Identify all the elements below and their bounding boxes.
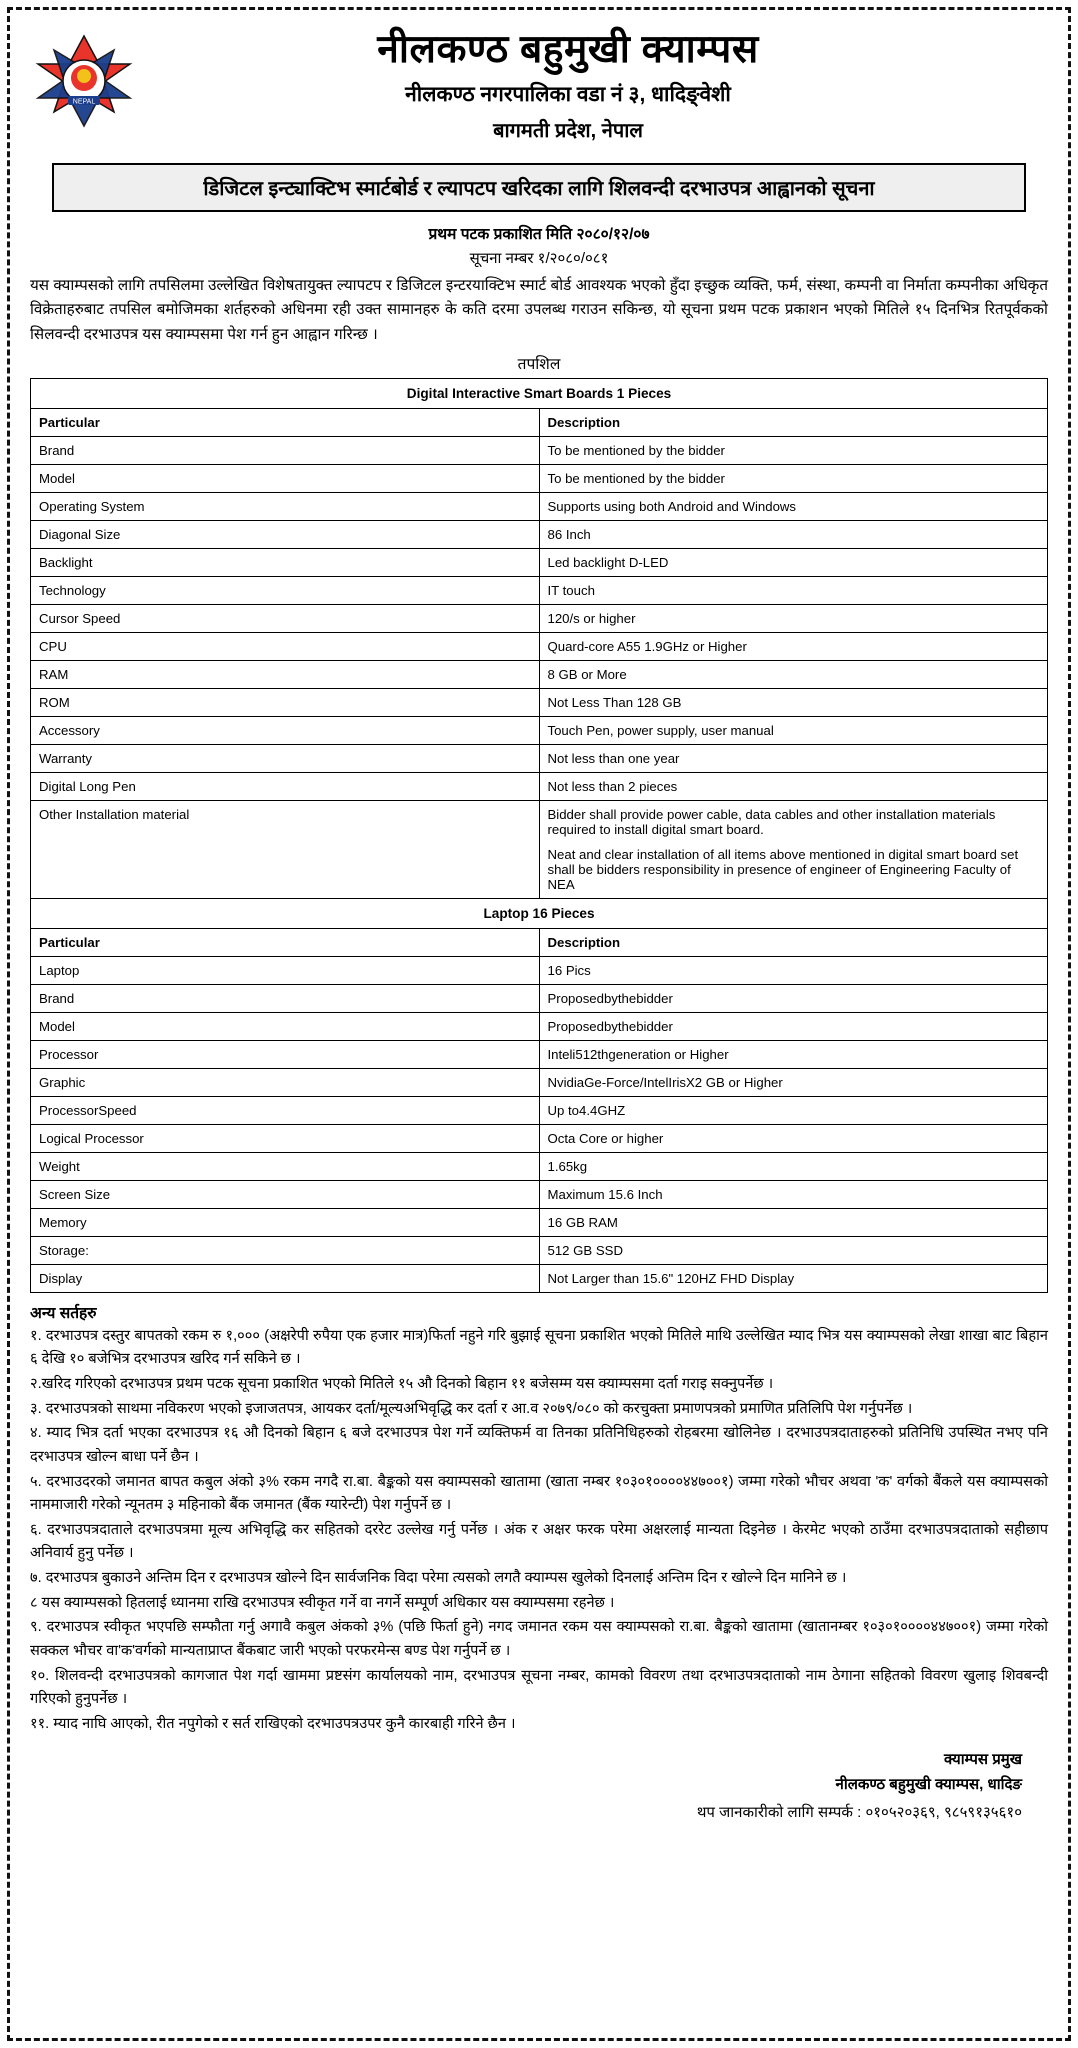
- row-key: Memory: [31, 1208, 540, 1236]
- row-key: Display: [31, 1264, 540, 1292]
- condition-item: ४. म्याद भित्र दर्ता भएका दरभाउपत्र १६ औ दिनको बिहान ६ बजे दरभाउपत्र पेश गर्ने व्यक्तिफर्म वा तिनका प्रतिनिधिहरुको रोहबरमा खोलिनेछ । दरभाउपत्रदाताहरुको प्रतिनिधि उपस्थित नभए पनि दरभाउपत्र खोल्न बाधा पर्ने छैन ।: [30, 1425, 1048, 1465]
- installation-note-1: Bidder shall provide power cable, data cables and other installation materials required to install digital smart board.: [547, 806, 996, 837]
- row-value: Up to4.4GHZ: [539, 1096, 1048, 1124]
- document-header: [30, 24, 1048, 143]
- organization-province: बागमती प्रदेश, नेपाल: [493, 119, 643, 142]
- table-row: [31, 1124, 1048, 1152]
- publication-date: प्रथम पटक प्रकाशित मिति २०८०/१२/०७: [428, 225, 650, 243]
- document-body: [12, 14, 1066, 1831]
- table-row: [31, 436, 1048, 464]
- row-key: CPU: [31, 632, 540, 660]
- row-key: Technology: [31, 576, 540, 604]
- row-key: Brand: [31, 984, 540, 1012]
- condition-item: १. दरभाउपत्र दस्तुर बापतको रकम रु १,००० (अक्षरेपी रुपैया एक हजार मात्र)फिर्ता नहुने गरि बुझाई सूचना प्रकाशित भएको मितिले माथि उल्लेखित म्याद भित्र यस क्याम्पसको लेखा शाखा बाट बिहान ६ देखि १० बजेभित्र दरभाउपत्र खरिद गर्न सकिने छ ।: [30, 1327, 1048, 1368]
- row-key: Operating System: [31, 492, 540, 520]
- conditions-list: [30, 1325, 1048, 1737]
- row-value: Supports using both Android and Windows: [539, 492, 1048, 520]
- table-row-other-installation: [31, 800, 1048, 898]
- row-key: Warranty: [31, 744, 540, 772]
- table-row: [31, 464, 1048, 492]
- document-footer: [30, 1747, 1048, 1826]
- row-value: Not Less Than 128 GB: [539, 688, 1048, 716]
- condition-item: ३. दरभाउपत्रको साथमा नविकरण भएको इजाजतपत्र, आयकर दर्ता/मूल्यअभिवृद्धि कर दर्ता र आ.व २०७९/०८० को करचुक्ता प्रमाणपत्रको प्रमाणित प्रतिलिपि पेश गर्नुपर्नेछ ।: [30, 1400, 913, 1417]
- row-value: 1.65kg: [539, 1152, 1048, 1180]
- table-row: [31, 1208, 1048, 1236]
- row-key: Storage:: [31, 1236, 540, 1264]
- row-key: Processor: [31, 1040, 540, 1068]
- condition-item: ६. दरभाउपत्रदाताले दरभाउपत्रमा मूल्य अभिवृद्धि कर सहितको दररेट उल्लेख गर्नु पर्नेछ । अंक र अक्षर फरक परेमा अक्षरलाई मान्यता दिइनेछ । केरमेट भएको ठाउँमा दरभाउपत्रदाताको सहीछाप अनिवार्य हुनु पर्नेछ ।: [30, 1521, 1048, 1562]
- organization-address: नीलकण्ठ नगरपालिका वडा नं ३, धादिङ्वेशी: [405, 82, 731, 106]
- table-row: [31, 1264, 1048, 1292]
- table-row: [31, 716, 1048, 744]
- logo-text: NEPAL: [72, 98, 96, 106]
- row-value: Touch Pen, power supply, user manual: [539, 716, 1048, 744]
- row-value: NvidiaGe-Force/IntelIrisX2 GB or Higher: [539, 1068, 1048, 1096]
- table-row: [31, 660, 1048, 688]
- section-title-laptop: Laptop 16 Pieces: [31, 898, 1048, 928]
- table-row: [31, 604, 1048, 632]
- row-key: Model: [31, 464, 540, 492]
- row-key: Brand: [31, 436, 540, 464]
- column-header-description-1: Description: [539, 408, 1048, 436]
- conditions-title: अन्य सर्तहरु: [30, 1304, 97, 1322]
- row-value: To be mentioned by the bidder: [539, 464, 1048, 492]
- row-key: Cursor Speed: [31, 604, 540, 632]
- row-key: Backlight: [31, 548, 540, 576]
- table-row: [31, 520, 1048, 548]
- table-row: [31, 772, 1048, 800]
- signatory-title: क्याम्पस प्रमुख: [944, 1750, 1022, 1768]
- table-row: [31, 1236, 1048, 1264]
- table-column-headers-1: [31, 408, 1048, 436]
- row-value: 16 Pics: [539, 956, 1048, 984]
- section-title-smartboard: Digital Interactive Smart Boards 1 Pieces: [31, 378, 1048, 408]
- condition-item: ५. दरभाउदरको जमानत बापत कबुल अंको ३% रकम नगदै रा.बा. बैङ्कको यस क्याम्पसको खातामा (खाता नम्बर १०३०१००००४४७००१) जम्मा गरेको भौचर अथवा 'क' वर्गको बैंकले यस क्याम्पसको नाममाजारी गरेको न्यूनतम ३ महिनाको बैंक जमानत (बैंक ग्यारेन्टी) पेश गर्नुपर्ने छ ।: [30, 1473, 1048, 1514]
- row-value: 86 Inch: [539, 520, 1048, 548]
- row-key: Logical Processor: [31, 1124, 540, 1152]
- row-key: Accessory: [31, 716, 540, 744]
- row-value: 8 GB or More: [539, 660, 1048, 688]
- table-row: [31, 1096, 1048, 1124]
- row-key: Digital Long Pen: [31, 772, 540, 800]
- condition-item: ९. दरभाउपत्र स्वीकृत भएपछि सम्फौता गर्नु अगावै कबुल अंकको ३% (पछि फिर्ता हुने) नगद जमानत रकम यस क्याम्पसको रा.बा. बैङ्कको खातामा (खातानम्बर १०३०१००००४४७००१) जम्मा गरेको सक्कल भौचर वा'क'वर्गको मान्यताप्राप्त बैंकबाट जारी भएको परफरमेन्स बण्ड पेश गर्नुपर्ने छ ।: [30, 1619, 1048, 1660]
- specifications-table: [30, 378, 1048, 1293]
- table-row: [31, 548, 1048, 576]
- row-value: Not Larger than 15.6" 120HZ FHD Display: [539, 1264, 1048, 1292]
- row-key: Screen Size: [31, 1180, 540, 1208]
- row-value: Not less than 2 pieces: [539, 772, 1048, 800]
- condition-item: ८ यस क्याम्पसको हितलाई ध्यानमा राखि दरभाउपत्र स्वीकृत गर्ने वा नगर्ने सम्पूर्ण अधिकार यस क्याम्पसमा रहनेछ ।: [30, 1594, 615, 1611]
- row-key: RAM: [31, 660, 540, 688]
- column-header-particular-1: Particular: [31, 408, 540, 436]
- row-key: Weight: [31, 1152, 540, 1180]
- campus-logo: [30, 30, 138, 134]
- table-row: [31, 744, 1048, 772]
- row-value: Led backlight D-LED: [539, 548, 1048, 576]
- tapasil-label: तपशिल: [517, 355, 561, 373]
- table-row: [31, 1012, 1048, 1040]
- table-section-header-smartboard: [31, 378, 1048, 408]
- row-key: Diagonal Size: [31, 520, 540, 548]
- notice-intro-paragraph: यस क्याम्पसको लागि तपसिलमा उल्लेखित विशेषतायुक्त ल्यापटप र डिजिटल इन्टरयाक्टिभ स्मार्ट बोर्ड आवश्यक भएको हुँदा इच्छुक व्यक्ति, फर्म, संस्था, कम्पनी वा निर्माता कम्पनीका अधिकृत विक्रेताहरुबाट तपसिल बमोजिमका शर्तहरुको अधिनमा रही उक्त सामानहरु के कति दरमा उपलब्ध गराउन सकिन्छ, यो सूचना प्रथम पटक प्रकाशन भएको मितिले १५ दिनभित्र रितपूर्वकको सिलवन्दी दरभाउपत्र यस क्याम्पसमा पेश गर्न हुन आह्वान गरिन्छ ।: [30, 276, 1048, 344]
- row-value: Not less than one year: [539, 744, 1048, 772]
- row-value: Octa Core or higher: [539, 1124, 1048, 1152]
- header-titles: [148, 28, 1048, 143]
- row-value: [539, 800, 1048, 898]
- row-key: Model: [31, 1012, 540, 1040]
- table-row: [31, 492, 1048, 520]
- row-key: Graphic: [31, 1068, 540, 1096]
- row-value: Inteli512thgeneration or Higher: [539, 1040, 1048, 1068]
- table-row: [31, 956, 1048, 984]
- condition-item: ७. दरभाउपत्र बुकाउने अन्तिम दिन र दरभाउपत्र खोल्ने दिन सार्वजनिक विदा परेमा त्यसको लगतै क्याम्पस खुलेको दिनलाई अन्तिम दिन र खोल्ने दिन मानिने छ ।: [30, 1570, 847, 1587]
- row-value: To be mentioned by the bidder: [539, 436, 1048, 464]
- row-value: Maximum 15.6 Inch: [539, 1180, 1048, 1208]
- notice-title-box: डिजिटल इन्ट्याक्टिभ स्मार्टबोर्ड र ल्यापटप खरिदका लागि शिलवन्दी दरभाउपत्र आह्वानको सूचना: [52, 163, 1026, 212]
- table-row: [31, 1068, 1048, 1096]
- table-row: [31, 1040, 1048, 1068]
- condition-item: ११. म्याद नाघि आएको, रीत नपुगेको र सर्त राखिएको दरभाउपत्रउपर कुनै कारबाही गरिने छैन ।: [30, 1715, 516, 1732]
- table-row: [31, 688, 1048, 716]
- table-column-headers-2: [31, 928, 1048, 956]
- table-row: [31, 1180, 1048, 1208]
- row-value: 16 GB RAM: [539, 1208, 1048, 1236]
- table-section-header-laptop: [31, 898, 1048, 928]
- column-header-description-2: Description: [539, 928, 1048, 956]
- notice-number: सूचना नम्बर १/२०८०/०८१: [469, 249, 609, 267]
- row-value: 512 GB SSD: [539, 1236, 1048, 1264]
- row-value: Proposedbythebidder: [539, 984, 1048, 1012]
- row-key: Laptop: [31, 956, 540, 984]
- row-key: ProcessorSpeed: [31, 1096, 540, 1124]
- row-value: IT touch: [539, 576, 1048, 604]
- table-row: [31, 632, 1048, 660]
- row-value: Proposedbythebidder: [539, 1012, 1048, 1040]
- row-key: Other Installation material: [31, 800, 540, 898]
- contact-info: थप जानकारीको लागि सम्पर्क : ०१०५२०३६९, ९८५९१३५६१०: [696, 1803, 1022, 1821]
- table-row: [31, 1152, 1048, 1180]
- row-key: ROM: [31, 688, 540, 716]
- organization-name: नीलकण्ठ बहुमुखी क्याम्पस: [377, 28, 759, 71]
- installation-note-2: Neat and clear installation of all items above mentioned in digital smart board set shall be bidders responsibility in presence of engineer of Engineering Faculty of NEA: [547, 846, 1019, 892]
- table-row: [31, 984, 1048, 1012]
- column-header-particular-2: Particular: [31, 928, 540, 956]
- row-value: 120/s or higher: [539, 604, 1048, 632]
- condition-item: २.खरिद गरिएको दरभाउपत्र प्रथम पटक सूचना प्रकाशित भएको मितिले १५ औ दिनको बिहान ११ बजेसम्म यस क्याम्पसमा दर्ता गराइ सक्नुपर्नेछ ।: [30, 1376, 774, 1392]
- row-value: Quard-core A55 1.9GHz or Higher: [539, 632, 1048, 660]
- condition-item: १०. शिलवन्दी दरभाउपत्रको कागजात पेश गर्दा खाममा प्रष्टसंग कार्यालयको नाम, दरभाउपत्र सूचना नम्बर, कामको विवरण तथा दरभाउपत्रदाताको नाम ठेगाना सहितको विवरण खुलाइ शिवबन्दी गरिएको हुनुपर्नेछ ।: [30, 1667, 1048, 1708]
- signatory-organization: नीलकण्ठ बहुमुखी क्याम्पस, धादिङ: [835, 1776, 1022, 1794]
- table-row: [31, 576, 1048, 604]
